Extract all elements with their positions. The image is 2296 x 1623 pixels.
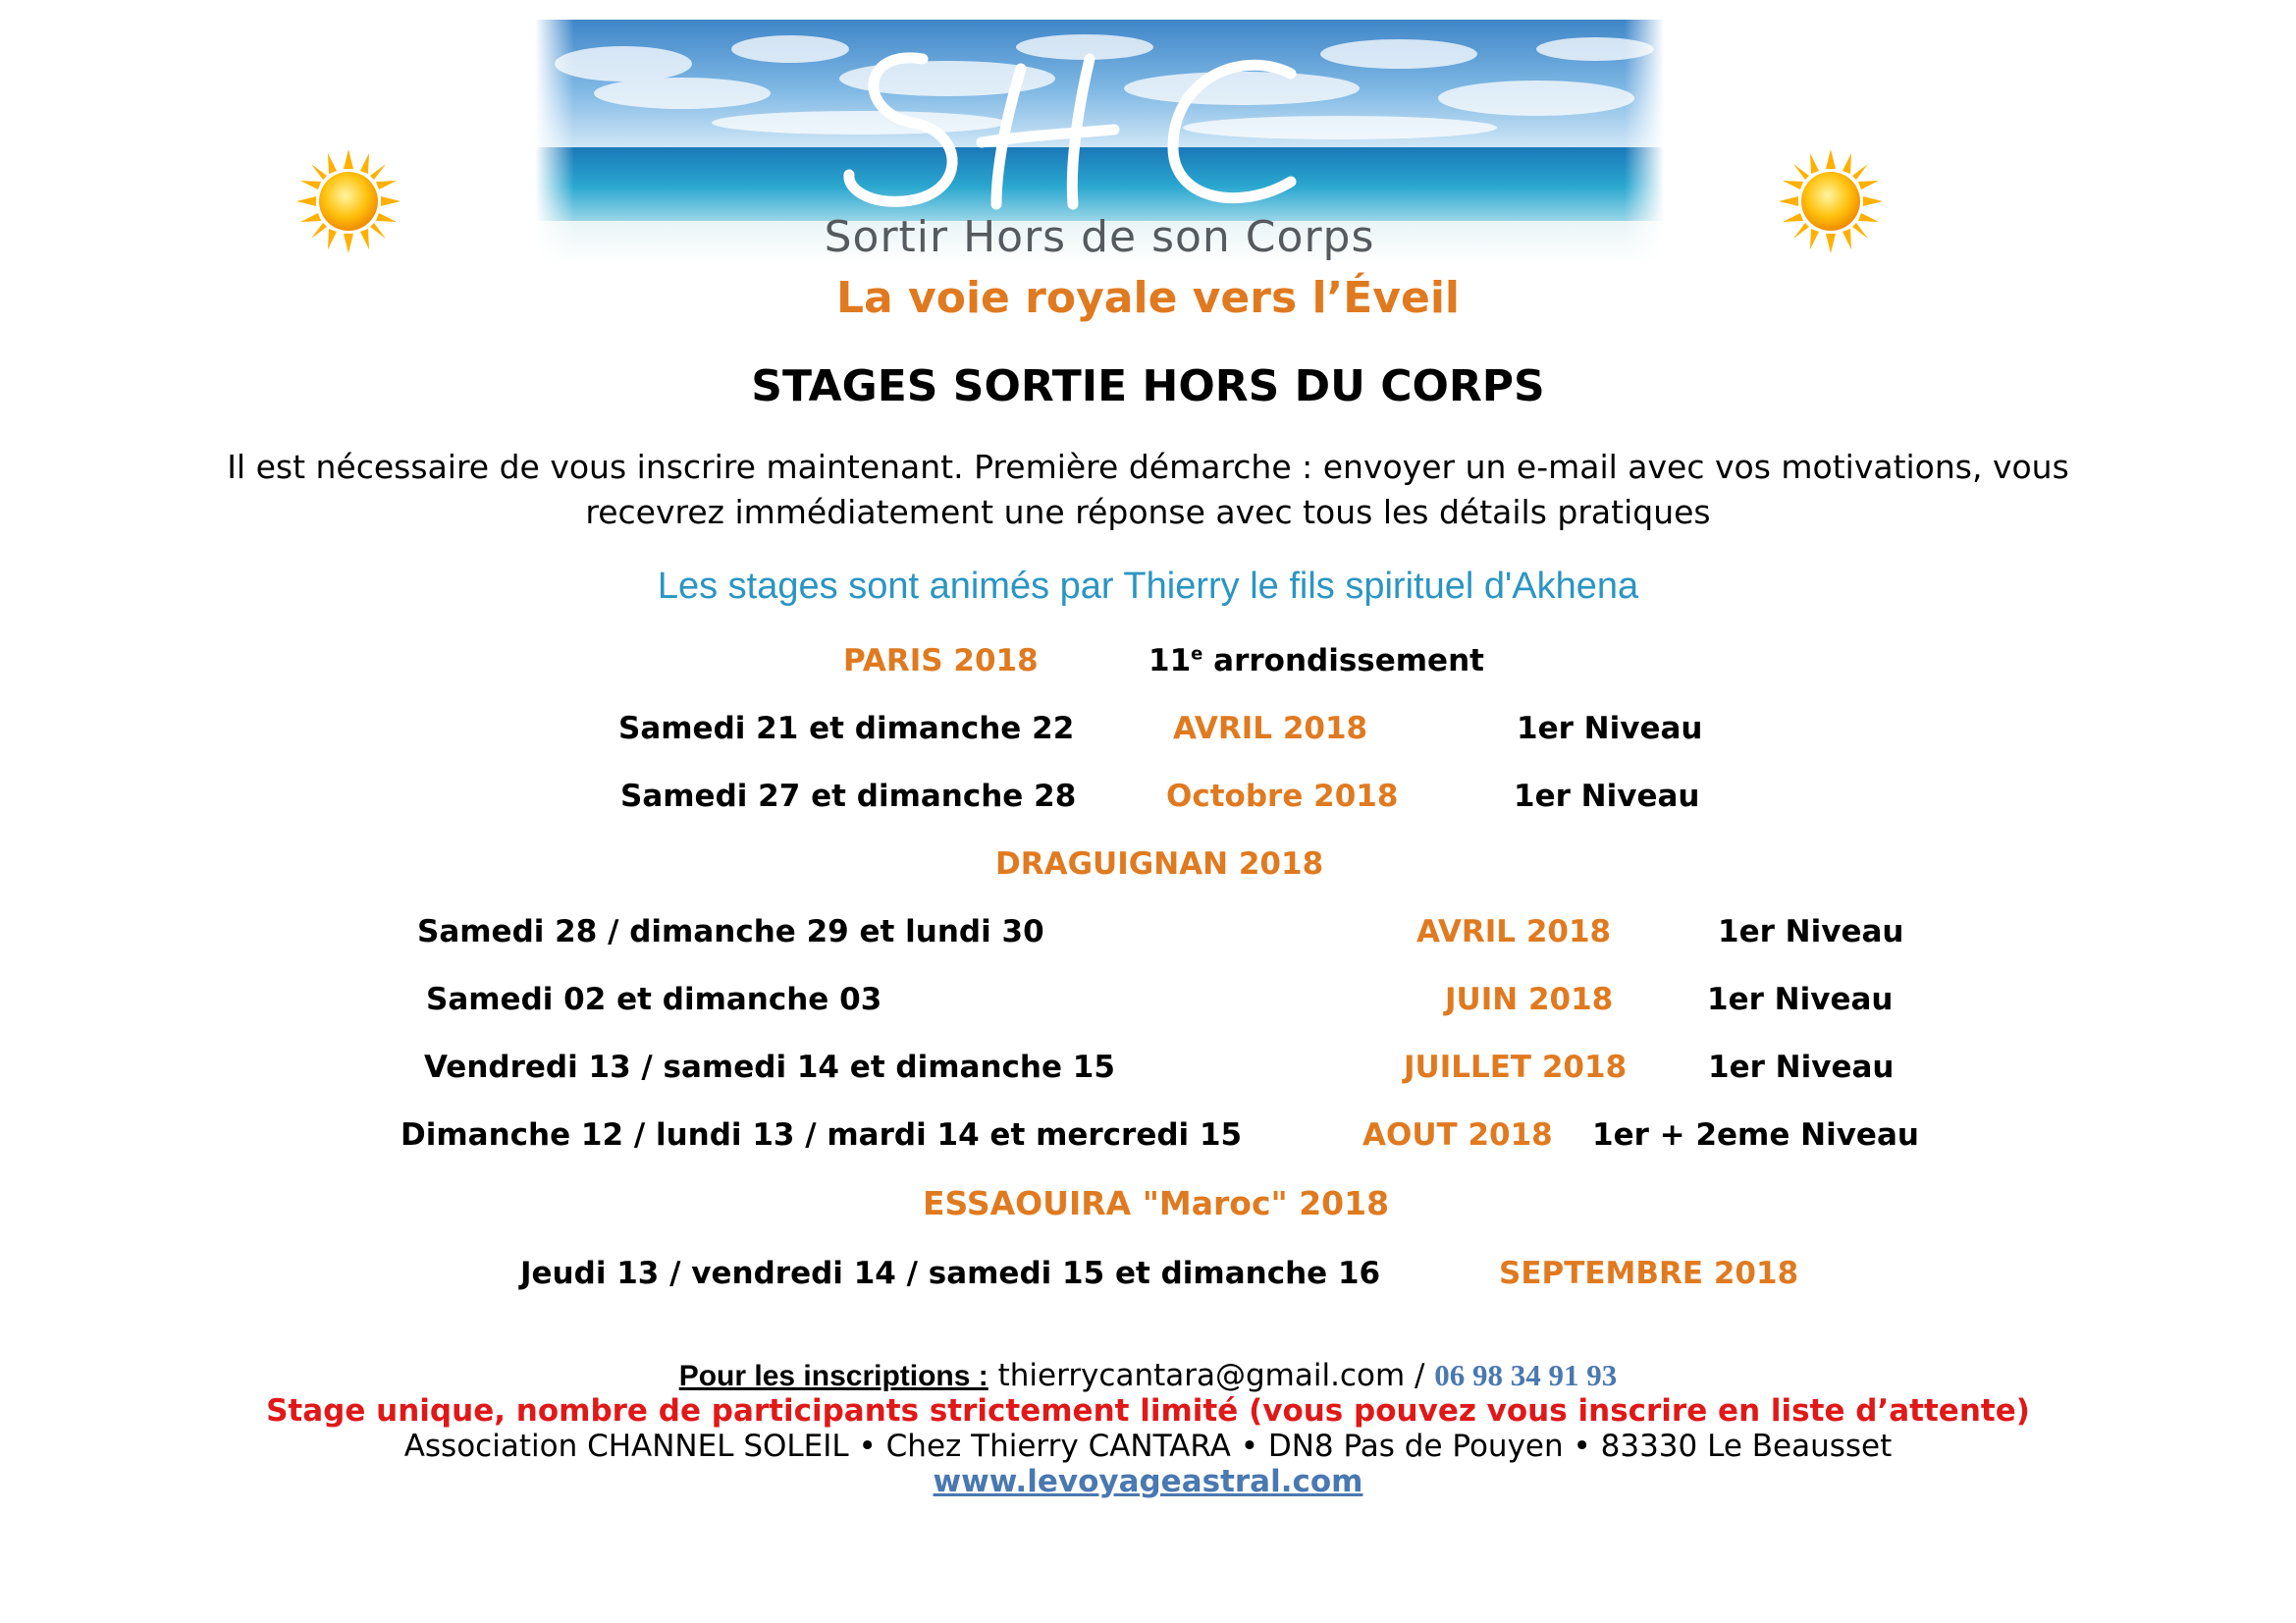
session-month: Octobre 2018	[1166, 779, 1399, 814]
session-dates: Samedi 02 et dimanche 03	[426, 982, 882, 1017]
section-title-draguignan: DRAGUIGNAN 2018	[995, 846, 1324, 882]
session-dates: Samedi 21 et dimanche 22	[618, 711, 1075, 746]
inscriptions-line	[0, 1358, 2296, 1393]
page-title: STAGES SORTIE HORS DU CORPS	[751, 361, 1545, 411]
session-dates: Samedi 27 et dimanche 28	[620, 779, 1077, 814]
session-month: AVRIL 2018	[1416, 914, 1612, 949]
banner-image	[535, 20, 1664, 265]
session-level: 1er + 2eme Niveau	[1592, 1117, 1919, 1153]
session-level: 1er Niveau	[1517, 711, 1703, 746]
sun-icon	[294, 147, 402, 255]
session-month: AVRIL 2018	[1173, 711, 1368, 746]
session-month: JUILLET 2018	[1404, 1050, 1628, 1085]
tagline: La voie royale vers l’Éveil	[835, 273, 1460, 323]
intro-text-line-1: Il est nécessaire de vous inscrire maintenant. Première démarche : envoyer un e-mail avec vos motivations, vous	[227, 448, 2069, 486]
animateur-line: Les stages sont animés par Thierry le fils spirituel d'Akhena	[657, 566, 1639, 607]
session-level: 1er Niveau	[1718, 914, 1904, 949]
association-address: Association CHANNEL SOLEIL • Chez Thierry CANTARA • DN8 Pas de Pouyen • 83330 Le Beausset	[403, 1429, 1893, 1464]
session-dates: Jeudi 13 / vendredi 14 / samedi 15 et dimanche 16	[520, 1256, 1381, 1291]
session-dates: Dimanche 12 / lundi 13 / mardi 14 et mercredi 15	[400, 1117, 1243, 1153]
session-month: SEPTEMBRE 2018	[1499, 1256, 1799, 1291]
section-title-paris: PARIS 2018	[843, 643, 1039, 678]
session-level: 1er Niveau	[1707, 982, 1894, 1017]
session-month: AOUT 2018	[1362, 1117, 1553, 1153]
banner-subtitle: Sortir Hors de son Corps	[824, 212, 1375, 262]
inscriptions-label: Pour les inscriptions :	[678, 1360, 988, 1392]
session-level: 1er Niveau	[1514, 779, 1700, 814]
intro-text-line-2: recevrez immédiatement une réponse avec tous les détails pratiques	[585, 493, 1711, 531]
email-address[interactable]: thierrycantara@gmail.com /	[997, 1358, 1435, 1393]
sun-icon	[1777, 147, 1885, 255]
session-month: JUIN 2018	[1445, 982, 1614, 1017]
limited-places-notice: Stage unique, nombre de participants strictement limité (vous pouvez vous inscrire en liste d’attente)	[266, 1393, 2030, 1429]
session-dates: Samedi 28 / dimanche 29 et lundi 30	[417, 914, 1044, 949]
paris-district: 11e arrondissement	[1148, 643, 1484, 678]
session-level: 1er Niveau	[1708, 1050, 1895, 1085]
session-dates: Vendredi 13 / samedi 14 et dimanche 15	[424, 1050, 1115, 1085]
section-title-essaouira: ESSAOUIRA "Maroc" 2018	[923, 1184, 1390, 1222]
website-link[interactable]: www.levoyageastral.com	[933, 1464, 1363, 1499]
phone-number: 06 98 34 91 93	[1434, 1358, 1618, 1392]
